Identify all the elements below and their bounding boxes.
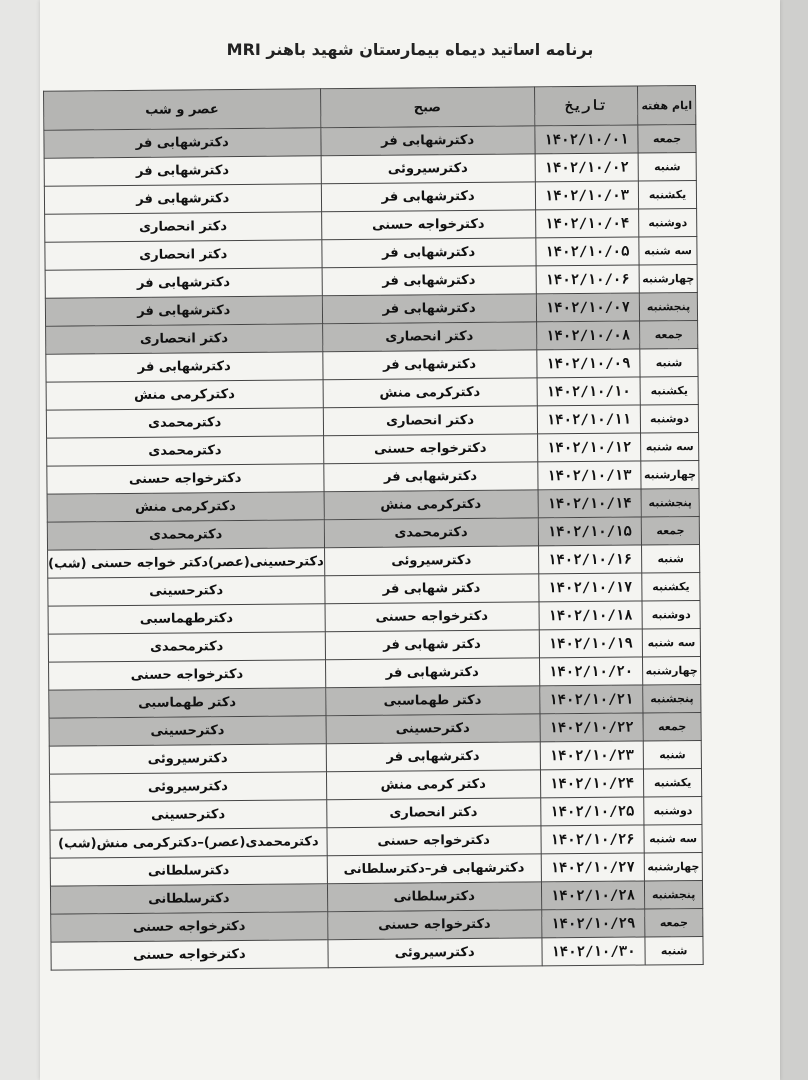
date-cell: ۱۴۰۲/۱۰/۱۸ xyxy=(539,601,643,630)
day-cell: پنجشنبه xyxy=(641,488,699,517)
day-cell: یکشنبه xyxy=(640,376,698,405)
day-cell: پنجشنبه xyxy=(639,292,697,321)
date-cell: ۱۴۰۲/۱۰/۲۰ xyxy=(539,657,643,686)
evening-cell: دکترشهابی فر xyxy=(45,268,322,298)
day-cell: سه شنبه xyxy=(641,432,699,461)
evening-cell: دکترشهابی فر xyxy=(45,296,322,326)
morning-cell: دکترخواجه حسنی xyxy=(321,210,535,240)
morning-cell: دکترشهابی فر xyxy=(323,462,537,492)
morning-cell: دکترسیروئی xyxy=(321,154,535,184)
date-cell: ۱۴۰۲/۱۰/۲۹ xyxy=(541,909,645,938)
morning-cell: دکترخواجه حسنی xyxy=(327,826,541,856)
evening-cell: دکترخواجه حسنی xyxy=(47,464,324,494)
day-cell: چهارشنبه xyxy=(644,852,702,881)
date-cell: ۱۴۰۲/۱۰/۲۱ xyxy=(539,685,643,714)
header-morning: صبح xyxy=(320,87,534,128)
evening-cell: دکترحسینی(عصر)دکتر خواجه حسنی (شب) xyxy=(48,548,325,578)
day-cell: جمعه xyxy=(645,908,703,937)
morning-cell: دکتر شهابی فر xyxy=(324,574,538,604)
day-cell: یکشنبه xyxy=(642,572,700,601)
date-cell: ۱۴۰۲/۱۰/۲۶ xyxy=(541,825,645,854)
date-cell: ۱۴۰۲/۱۰/۰۹ xyxy=(536,349,640,378)
morning-cell: دکترشهابی فر xyxy=(322,266,536,296)
evening-cell: دکترحسینی xyxy=(50,800,327,830)
evening-cell: دکتر انحصاری xyxy=(46,324,323,354)
morning-cell: دکترخواجه حسنی xyxy=(325,602,539,632)
date-cell: ۱۴۰۲/۱۰/۰۴ xyxy=(535,209,639,238)
day-cell: شنبه xyxy=(643,740,701,769)
header-row xyxy=(44,86,696,131)
day-cell: دوشنبه xyxy=(639,208,697,237)
date-cell: ۱۴۰۲/۱۰/۱۴ xyxy=(538,489,642,518)
date-cell: ۱۴۰۲/۱۰/۱۶ xyxy=(538,545,642,574)
evening-cell: دکترشهابی فر xyxy=(44,156,321,186)
morning-cell: دکتر کرمی منش xyxy=(326,770,540,800)
date-cell: ۱۴۰۲/۱۰/۱۹ xyxy=(539,629,643,658)
date-cell: ۱۴۰۲/۱۰/۰۲ xyxy=(535,153,639,182)
date-cell: ۱۴۰۲/۱۰/۰۶ xyxy=(536,265,640,294)
day-cell: چهارشنبه xyxy=(639,264,697,293)
date-cell: ۱۴۰۲/۱۰/۱۵ xyxy=(538,517,642,546)
date-cell: ۱۴۰۲/۱۰/۲۷ xyxy=(541,853,645,882)
page-title: برنامه اساتید دیماه بیمارستان شهید باهنر MRI xyxy=(226,40,594,59)
day-cell: سه شنبه xyxy=(642,628,700,657)
morning-cell: دکترسلطانی xyxy=(327,882,541,912)
date-cell: ۱۴۰۲/۱۰/۰۸ xyxy=(536,321,640,350)
day-cell: سه شنبه xyxy=(644,824,702,853)
morning-cell: دکترشهابی فر xyxy=(320,126,534,156)
day-cell: شنبه xyxy=(642,544,700,573)
morning-cell: دکترکرمی منش xyxy=(323,378,537,408)
evening-cell: دکترسیروئی xyxy=(49,744,326,774)
day-cell: یکشنبه xyxy=(644,768,702,797)
day-cell: چهارشنبه xyxy=(643,656,701,685)
morning-cell: دکترشهابی فر xyxy=(322,294,536,324)
morning-cell: دکترحسینی xyxy=(326,714,540,744)
evening-cell: دکترمحمدی xyxy=(48,632,325,662)
evening-cell: دکترمحمدی xyxy=(47,520,324,550)
morning-cell: دکتر انحصاری xyxy=(326,798,540,828)
day-cell: شنبه xyxy=(645,936,703,965)
date-cell: ۱۴۰۲/۱۰/۳۰ xyxy=(542,937,646,966)
date-cell: ۱۴۰۲/۱۰/۲۲ xyxy=(540,713,644,742)
evening-cell: دکترطهماسبی xyxy=(48,604,325,634)
schedule-table xyxy=(43,85,704,971)
date-cell: ۱۴۰۲/۱۰/۲۵ xyxy=(540,797,644,826)
day-cell: سه شنبه xyxy=(639,236,697,265)
evening-cell: دکترسلطانی xyxy=(50,884,327,914)
morning-cell: دکترکرمی منش xyxy=(324,490,538,520)
day-cell: شنبه xyxy=(640,348,698,377)
evening-cell: دکترشهابی فر xyxy=(44,128,321,158)
morning-cell: دکترشهابی فر xyxy=(322,350,536,380)
evening-cell: دکتر انحصاری xyxy=(45,212,322,242)
morning-cell: دکترمحمدی xyxy=(324,518,538,548)
date-cell: ۱۴۰۲/۱۰/۱۲ xyxy=(537,433,641,462)
morning-cell: دکتر شهابی فر xyxy=(325,630,539,660)
day-cell: جمعه xyxy=(641,516,699,545)
evening-cell: دکتر طهماسبی xyxy=(49,688,326,718)
evening-cell: دکترکرمی منش xyxy=(46,380,323,410)
morning-cell: دکترسیروئی xyxy=(324,546,538,576)
day-cell: دوشنبه xyxy=(640,404,698,433)
day-cell: جمعه xyxy=(643,712,701,741)
date-cell: ۱۴۰۲/۱۰/۲۳ xyxy=(540,741,644,770)
day-cell: چهارشنبه xyxy=(641,460,699,489)
morning-cell: دکترشهابی فر xyxy=(325,658,539,688)
morning-cell: دکترخواجه حسنی xyxy=(327,910,541,940)
date-cell: ۱۴۰۲/۱۰/۱۷ xyxy=(538,573,642,602)
schedule-body xyxy=(44,125,703,971)
morning-cell: دکترشهابی فر xyxy=(326,742,540,772)
morning-cell: دکترسیروئی xyxy=(328,938,542,968)
date-cell: ۱۴۰۲/۱۰/۱۱ xyxy=(537,405,641,434)
evening-cell: دکترشهابی فر xyxy=(46,352,323,382)
date-cell: ۱۴۰۲/۱۰/۰۱ xyxy=(535,125,639,154)
date-cell: ۱۴۰۲/۱۰/۱۰ xyxy=(537,377,641,406)
morning-cell: دکترشهابی فر xyxy=(321,238,535,268)
evening-cell: دکترمحمدی(عصر)–دکترکرمی منش(شب) xyxy=(50,828,327,858)
day-cell: یکشنبه xyxy=(639,181,697,210)
evening-cell: دکترسیروئی xyxy=(49,772,326,802)
date-cell: ۱۴۰۲/۱۰/۰۷ xyxy=(536,293,640,322)
morning-cell: دکتر انحصاری xyxy=(322,322,536,352)
morning-cell: دکترخواجه حسنی xyxy=(323,434,537,464)
evening-cell: دکترکرمی منش xyxy=(47,492,324,522)
date-cell: ۱۴۰۲/۱۰/۲۸ xyxy=(541,881,645,910)
evening-cell: دکترمحمدی xyxy=(46,408,323,438)
day-cell: پنجشنبه xyxy=(643,684,701,713)
morning-cell: دکترشهابی فر–دکترسلطانی xyxy=(327,854,541,884)
evening-cell: دکترشهابی فر xyxy=(44,184,321,214)
evening-cell: دکترمحمدی xyxy=(47,436,324,466)
day-cell: دوشنبه xyxy=(644,796,702,825)
date-cell: ۱۴۰۲/۱۰/۰۵ xyxy=(535,237,639,266)
date-cell: ۱۴۰۲/۱۰/۲۴ xyxy=(540,769,644,798)
day-cell: شنبه xyxy=(638,153,696,182)
evening-cell: دکترحسینی xyxy=(49,716,326,746)
header-date: تاریخ xyxy=(534,86,638,126)
morning-cell: دکتر طهماسبی xyxy=(325,686,539,716)
day-cell: دوشنبه xyxy=(642,600,700,629)
evening-cell: دکترخواجه حسنی xyxy=(49,660,326,690)
morning-cell: دکتر انحصاری xyxy=(323,406,537,436)
date-cell: ۱۴۰۲/۱۰/۰۳ xyxy=(535,181,639,210)
day-cell: جمعه xyxy=(638,125,696,154)
day-cell: جمعه xyxy=(640,320,698,349)
evening-cell: دکتر انحصاری xyxy=(45,240,322,270)
date-cell: ۱۴۰۲/۱۰/۱۳ xyxy=(537,461,641,490)
morning-cell: دکترشهابی فر xyxy=(321,182,535,212)
evening-cell: دکترخواجه حسنی xyxy=(51,912,328,942)
header-evening: عصر و شب xyxy=(44,89,321,130)
evening-cell: دکترحسینی xyxy=(48,576,325,606)
table-row xyxy=(51,936,703,970)
day-cell: پنجشنبه xyxy=(645,880,703,909)
header-day: ایام هفته xyxy=(638,86,696,126)
evening-cell: دکترسلطانی xyxy=(50,856,327,886)
evening-cell: دکترخواجه حسنی xyxy=(51,940,328,970)
